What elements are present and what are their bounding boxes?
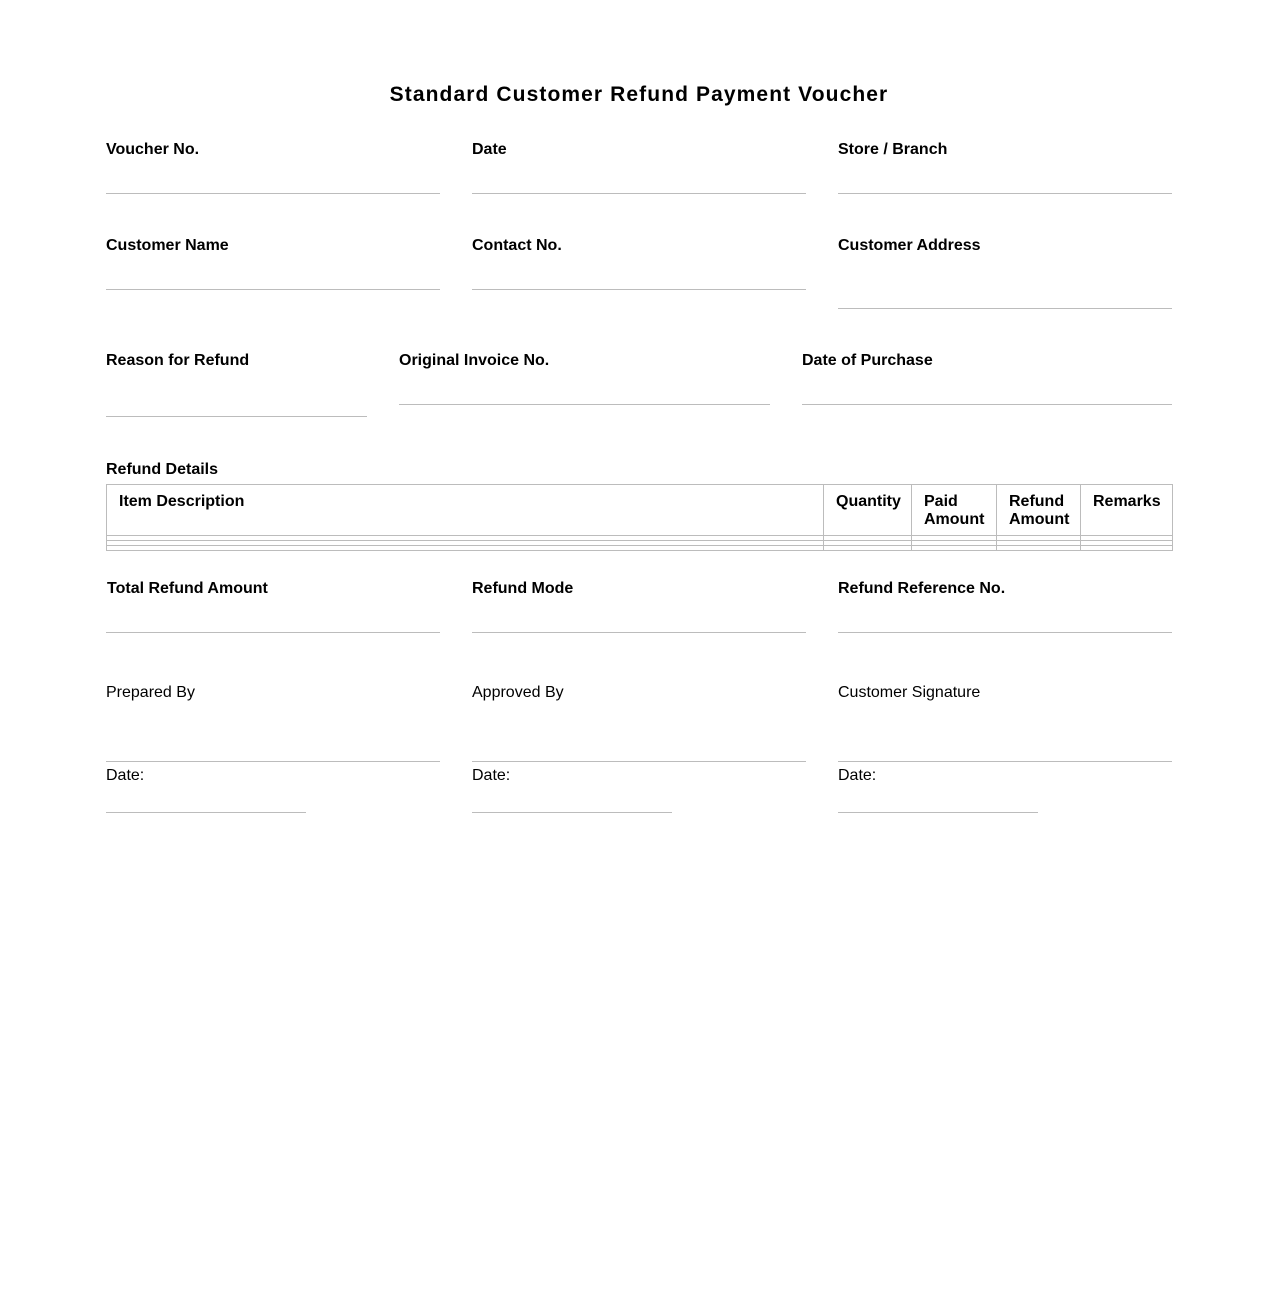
prepared-by-label: Prepared By	[106, 684, 195, 701]
date-input-line[interactable]	[472, 193, 806, 194]
refund-mode-label: Refund Mode	[472, 580, 574, 597]
total-refund-amount-label: Total Refund Amount	[107, 580, 268, 597]
refund-amount-cell[interactable]	[997, 546, 1081, 551]
total-refund-amount-field[interactable]	[106, 579, 440, 634]
contact-no-label: Contact No.	[472, 237, 562, 254]
table-row	[107, 546, 1173, 551]
refund-reference-no-label: Refund Reference No.	[838, 580, 1006, 597]
paid-amount-cell[interactable]	[912, 546, 997, 551]
quantity-cell[interactable]	[824, 546, 912, 551]
refund-details-heading: Refund Details	[106, 461, 219, 478]
prepared-by-date-line[interactable]	[106, 812, 306, 813]
customer-signature-date-label: Date:	[838, 767, 877, 784]
approved-by-date-line[interactable]	[472, 812, 672, 813]
date-of-purchase-field[interactable]	[802, 351, 1172, 406]
prepared-by-signature[interactable]	[106, 683, 440, 763]
refund-details-table	[106, 484, 1173, 551]
refund-mode-field[interactable]	[472, 579, 806, 634]
approved-by-date[interactable]	[472, 766, 672, 814]
column-header-item-description: Item Description	[107, 485, 824, 536]
document-title: Standard Customer Refund Payment Voucher	[389, 83, 889, 106]
voucher-no-input-line[interactable]	[106, 193, 440, 194]
prepared-by-date[interactable]	[106, 766, 306, 814]
voucher-no-field[interactable]	[106, 140, 440, 195]
voucher-no-label: Voucher No.	[106, 141, 200, 158]
customer-signature-label: Customer Signature	[838, 684, 981, 701]
date-field[interactable]	[472, 140, 806, 195]
date-of-purchase-input-line[interactable]	[802, 404, 1172, 405]
customer-signature-line[interactable]	[838, 761, 1172, 762]
date-of-purchase-label: Date of Purchase	[802, 352, 933, 369]
store-branch-input-line[interactable]	[838, 193, 1172, 194]
approved-by-signature[interactable]	[472, 683, 806, 763]
prepared-by-signature-line[interactable]	[106, 761, 440, 762]
customer-name-label: Customer Name	[106, 237, 229, 254]
customer-address-field[interactable]	[838, 236, 1172, 310]
date-label: Date	[472, 141, 507, 158]
original-invoice-no-field[interactable]	[399, 351, 770, 406]
customer-address-input-line[interactable]	[838, 308, 1172, 309]
store-branch-field[interactable]	[838, 140, 1172, 195]
item-description-cell[interactable]	[107, 546, 824, 551]
customer-name-field[interactable]	[106, 236, 440, 291]
refund-reference-no-field[interactable]	[838, 579, 1172, 634]
total-refund-amount-input-line[interactable]	[106, 632, 440, 633]
original-invoice-no-input-line[interactable]	[399, 404, 770, 405]
customer-signature-date-line[interactable]	[838, 812, 1038, 813]
customer-signature-date[interactable]	[838, 766, 1038, 814]
customer-name-input-line[interactable]	[106, 289, 440, 290]
original-invoice-no-label: Original Invoice No.	[399, 352, 550, 369]
prepared-by-date-label: Date:	[106, 767, 145, 784]
contact-no-field[interactable]	[472, 236, 806, 291]
column-header-remarks: Remarks	[1081, 485, 1173, 536]
reason-for-refund-field[interactable]	[106, 351, 367, 418]
refund-reference-no-input-line[interactable]	[838, 632, 1172, 633]
customer-address-label: Customer Address	[838, 237, 981, 254]
approved-by-label: Approved By	[472, 684, 564, 701]
table-header-row	[107, 485, 1173, 536]
reason-for-refund-input-line[interactable]	[106, 416, 367, 417]
approved-by-date-label: Date:	[472, 767, 511, 784]
remarks-cell[interactable]	[1081, 546, 1173, 551]
approved-by-signature-line[interactable]	[472, 761, 806, 762]
store-branch-label: Store / Branch	[838, 141, 948, 158]
customer-signature[interactable]	[838, 683, 1172, 763]
contact-no-input-line[interactable]	[472, 289, 806, 290]
refund-mode-input-line[interactable]	[472, 632, 806, 633]
reason-for-refund-label: Reason for Refund	[106, 352, 250, 369]
column-header-refund-amount: Refund Amount	[997, 485, 1081, 536]
column-header-quantity: Quantity	[824, 485, 912, 536]
column-header-paid-amount: Paid Amount	[912, 485, 997, 536]
